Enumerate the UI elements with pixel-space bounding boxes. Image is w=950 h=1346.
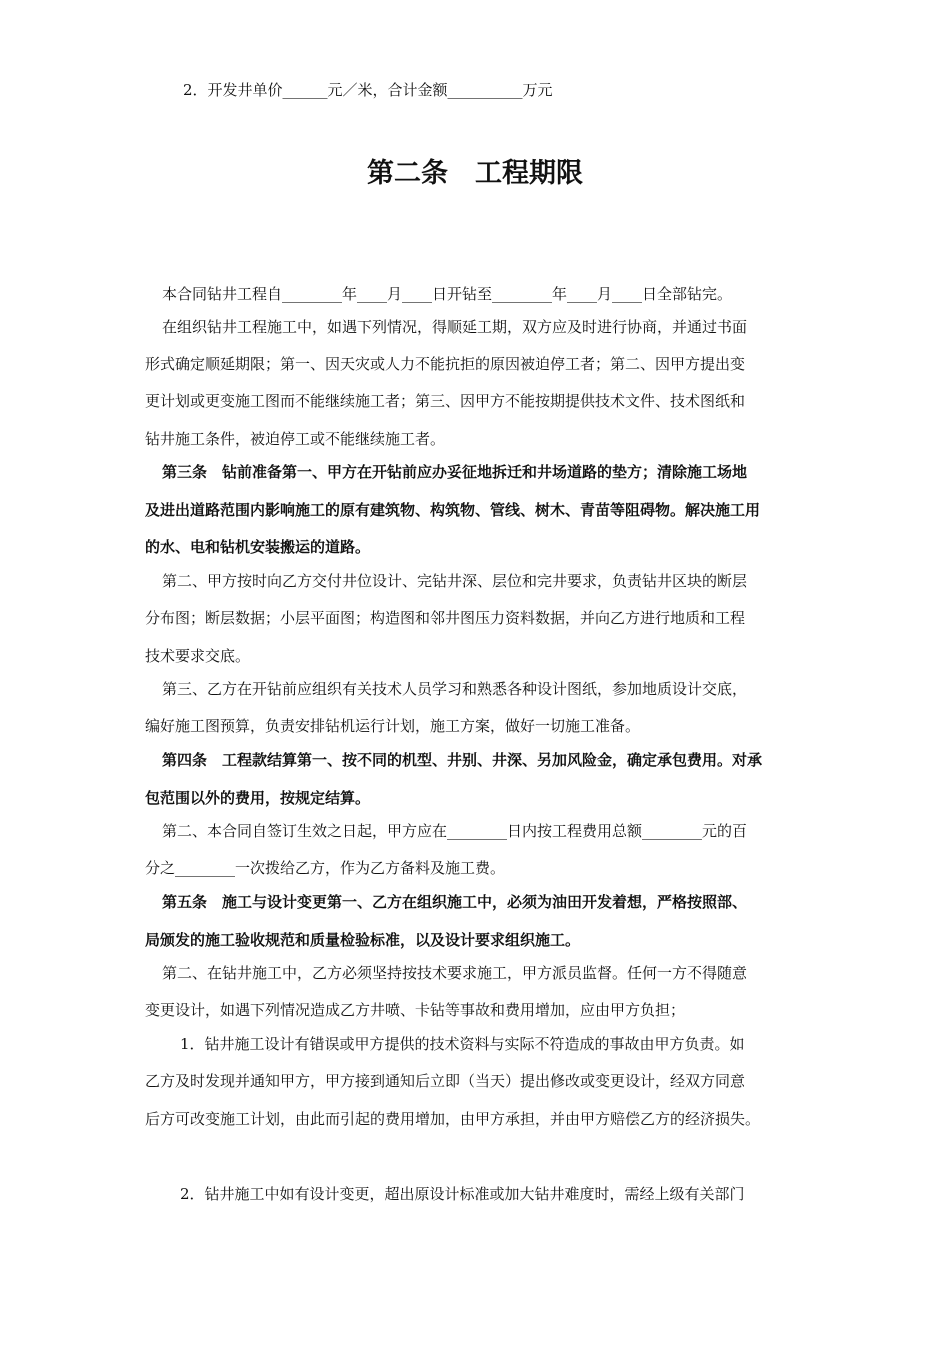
paragraph-line: 2．钻井施工中如有设计变更，超出原设计标准或加大钻井难度时，需经上级有关部门: [180, 1185, 745, 1203]
article-3-line: 的水、电和钻机安装搬运的道路。: [145, 538, 371, 556]
paragraph-line: 1．钻井施工设计有错误或甲方提供的技术资料与实际不符造成的事故由甲方负责。如: [180, 1035, 745, 1053]
paragraph-line: 技术要求交底。: [145, 647, 251, 665]
paragraph-line: 在组织钻井工程施工中，如遇下列情况，得顺延工期，双方应及时进行协商，并通过书面: [162, 318, 748, 336]
section-heading: 第二条 工程期限: [367, 158, 583, 189]
paragraph-line: 第二、甲方按时向乙方交付井位设计、完钻井深、层位和完井要求，负责钻井区块的断层: [162, 572, 748, 590]
article-5-line: 局颁发的施工验收规范和质量检验标准，以及设计要求组织施工。: [145, 931, 581, 949]
paragraph-line: 第二、本合同自签订生效之日起，甲方应在________日内按工程费用总额________元的百: [162, 822, 748, 840]
paragraph-line: 乙方及时发现并通知甲方，甲方接到通知后立即（当天）提出修改或变更设计，经双方同意: [145, 1072, 746, 1090]
paragraph-line: 第三、乙方在开钻前应组织有关技术人员学习和熟悉各种设计图纸，参加地质设计交底，: [162, 680, 748, 698]
paragraph-line: 分之________一次拨给乙方，作为乙方备料及施工费。: [145, 859, 506, 877]
paragraph-line: 钻井施工条件，被迫停工或不能继续施工者。: [145, 430, 446, 448]
article-3-line: 及进出道路范围内影响施工的原有建筑物、构筑物、管线、树木、青苗等阻碍物。解决施工用: [145, 501, 761, 519]
article-4-line: 包范围以外的费用，按规定结算。: [145, 789, 371, 807]
article-4-line: 第四条 工程款结算第一、按不同的机型、井别、井深、另加风险金，确定承包费用。对承: [162, 751, 763, 769]
paragraph-line: 变更设计，如遇下列情况造成乙方井喷、卡钻等事故和费用增加，应由甲方负担；: [145, 1001, 686, 1019]
paragraph-line: 分布图；断层数据；小层平面图；构造图和邻井图压力资料数据，并向乙方进行地质和工程: [145, 609, 746, 627]
article-5-line: 第五条 施工与设计变更第一、乙方在组织施工中，必须为油田开发着想，严格按照部、: [162, 893, 748, 911]
unit-price-line: 2．开发井单价______元／米，合计金额__________万元: [183, 81, 553, 99]
paragraph-line: 后方可改变施工计划，由此而引起的费用增加，由甲方承担，并由甲方赔偿乙方的经济损失。: [145, 1110, 761, 1128]
paragraph-line: 更计划或更变施工图而不能继续施工者；第三、因甲方不能按期提供技术文件、技术图纸和: [145, 392, 746, 410]
paragraph-line: 形式确定顺延期限；第一、因天灾或人力不能抗拒的原因被迫停工者；第二、因甲方提出变: [145, 355, 746, 373]
paragraph-line: 第二、在钻井施工中，乙方必须坚持按技术要求施工，甲方派员监督。任何一方不得随意: [162, 964, 748, 982]
paragraph-line: 编好施工图预算，负责安排钻机运行计划，施工方案，做好一切施工准备。: [145, 717, 641, 735]
paragraph-line: 本合同钻井工程自________年____月____日开钻至________年____月____日全部钻完。: [162, 285, 733, 303]
article-3-line: 第三条 钻前准备第一、甲方在开钻前应办妥征地拆迁和井场道路的垫方；清除施工场地: [162, 463, 748, 481]
